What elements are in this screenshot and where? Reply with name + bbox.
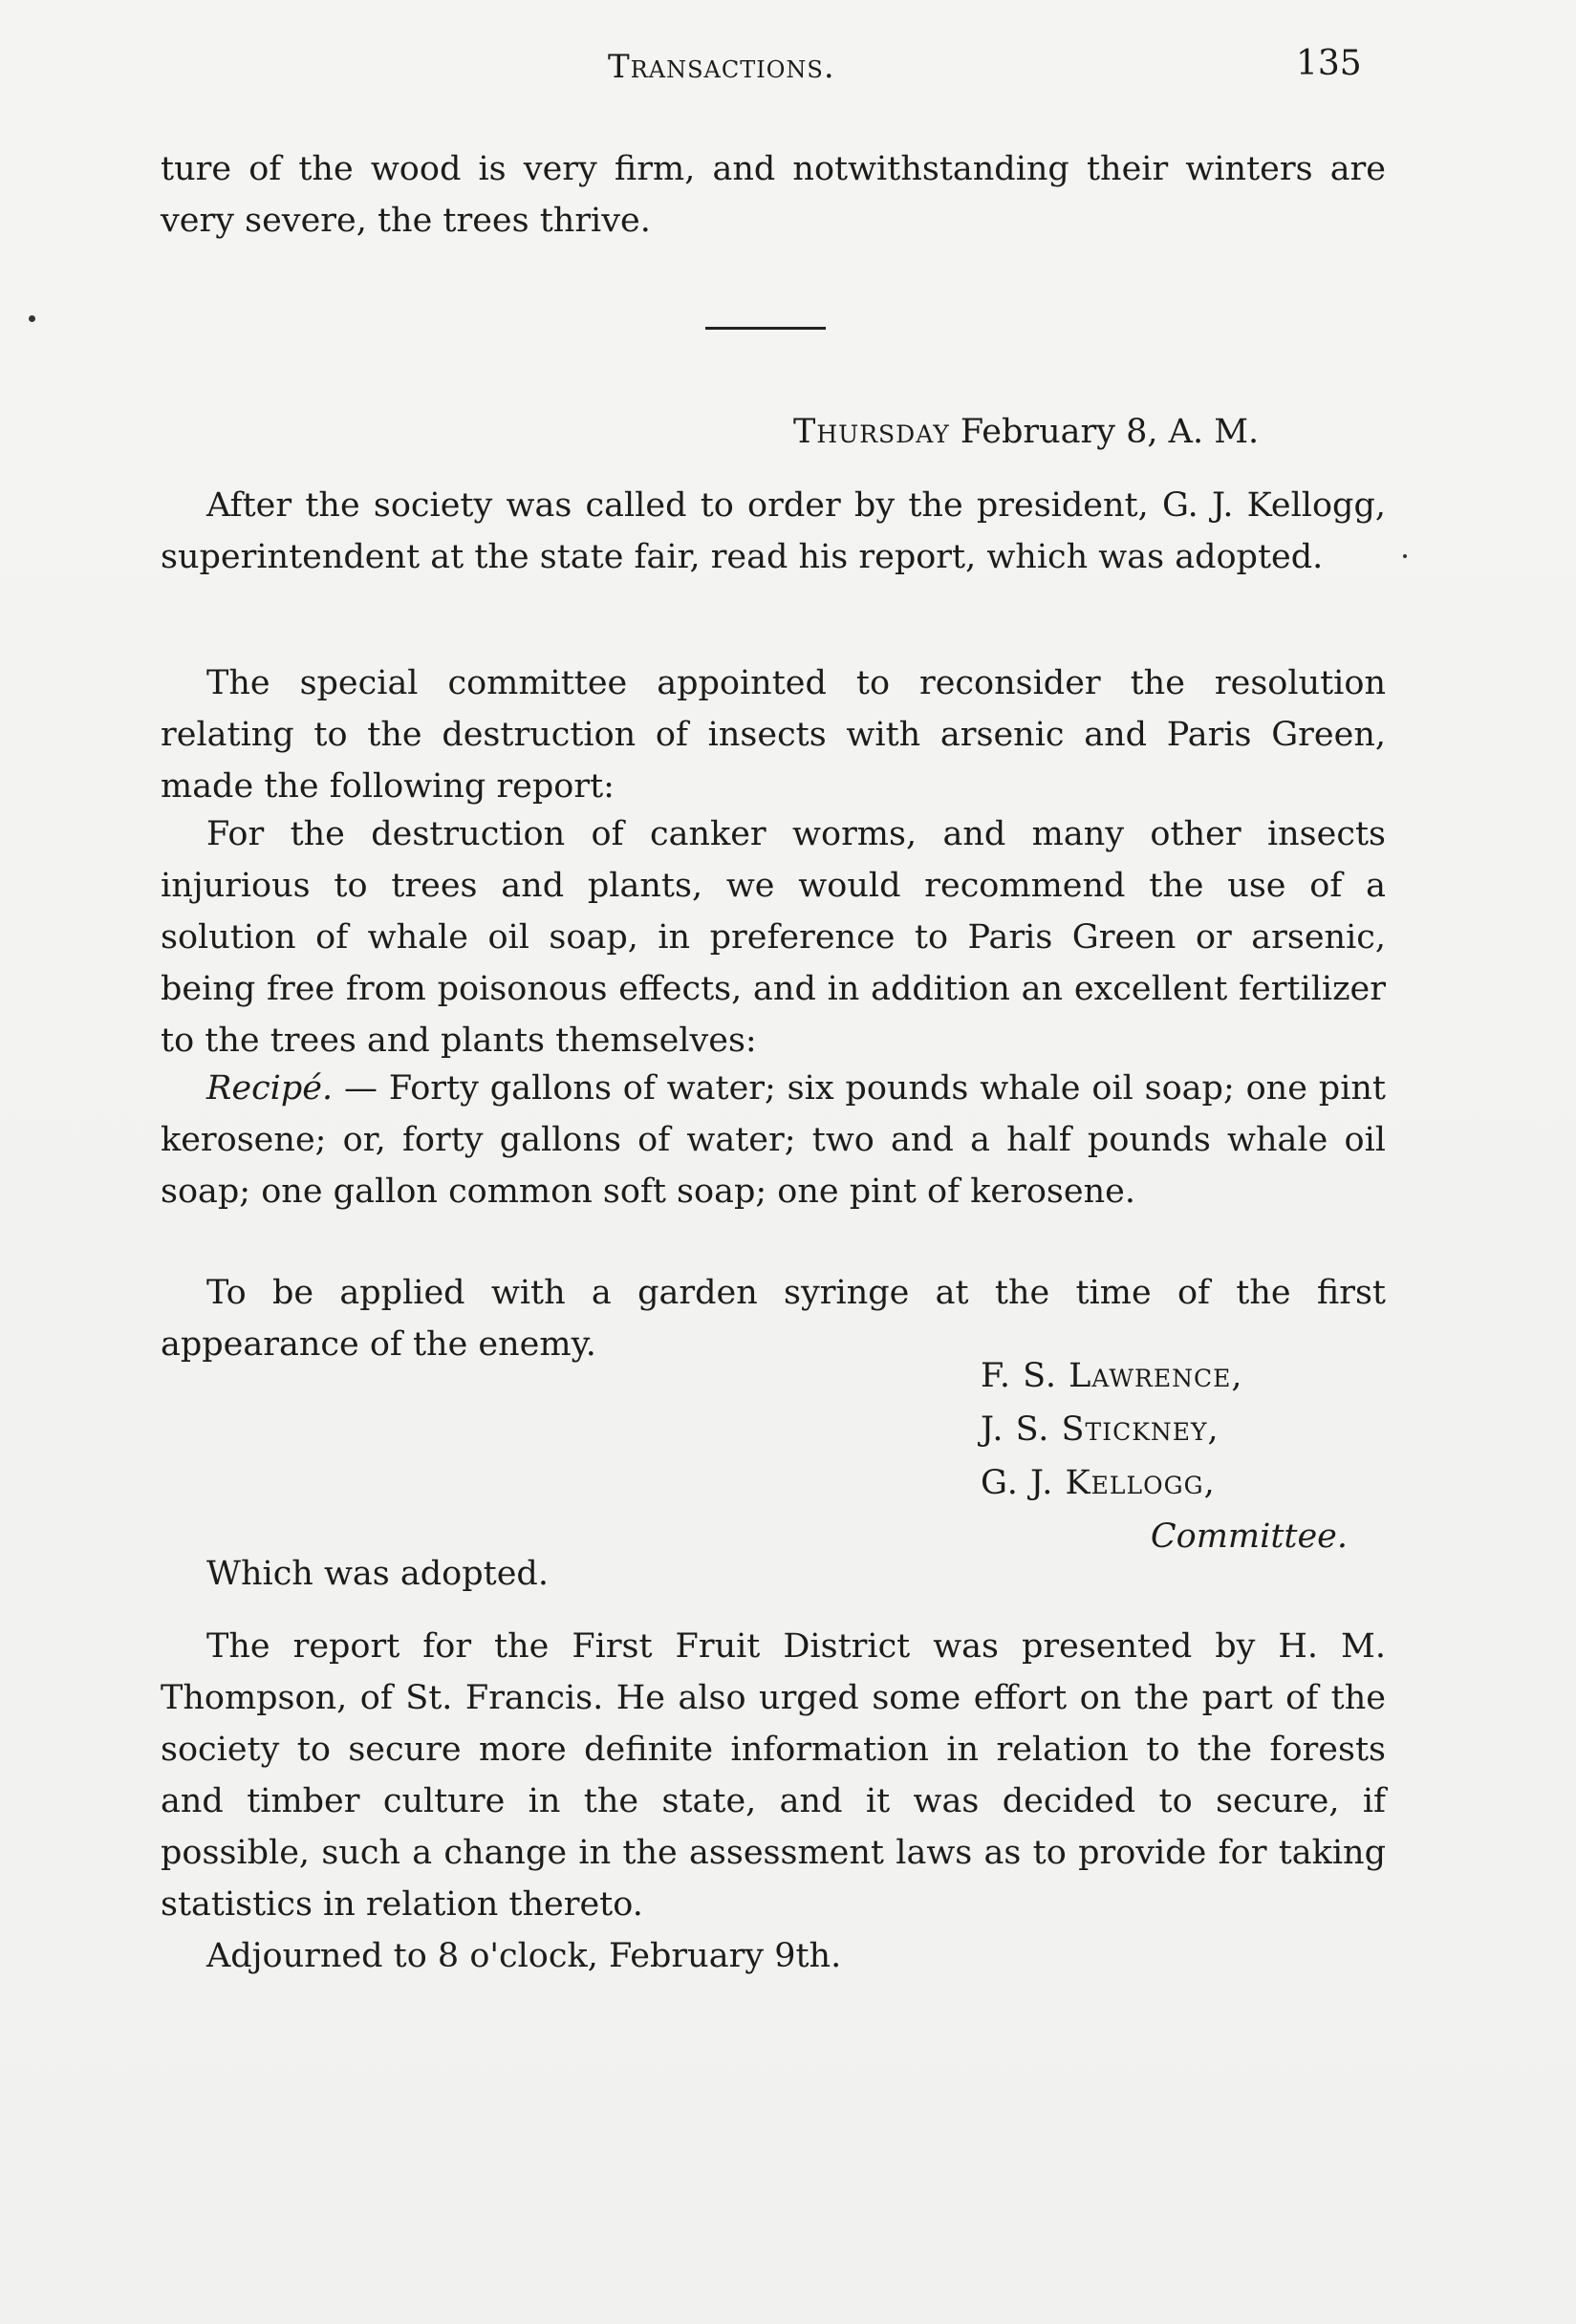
print-speck [29,315,35,322]
recipe-text: — Forty gallons of water; six pounds whale oil soap; one pint kerosene; or, forty gallons of water; two and a half pounds whale oil soap; one gallon common soft soap; one pint of kerosene. [161,1069,1386,1211]
paragraph-first-fruit-district [161,1621,1386,1930]
paragraph-text: The special committee appointed to reconsider the resolution relating to the destruction of insects with arsenic and Paris Green, made the following report: [161,664,1386,806]
paragraph-text: Which was adopted. [206,1555,549,1593]
paragraph-recipe [161,1063,1386,1217]
recipe-paragraph [161,1063,1386,1217]
page-number: 135 [1296,44,1362,83]
paragraph-text: The report for the First Fruit District was presented by H. M. Thompson, of St. Francis. He also urged some effort on the part of the society to secure more definite information in relation to the forests and timber culture in the state, and it was decided to secure, if possible, such a change in the assessment laws as to provide for taking statistics in relation thereto. [161,1627,1386,1924]
dateline-day: Thursday [793,413,950,451]
session-dateline [793,413,1259,451]
signature-name: J. S. Stickney, [981,1410,1220,1449]
running-head [0,38,1576,96]
paragraph-adjourned [161,1930,1386,1982]
signature-name: F. S. Lawrence, [981,1357,1243,1395]
paragraph-special-committee [161,657,1386,812]
paragraph-text: For the destruction of canker worms, and many other insects injurious to trees and plants, we would recommend the use of a solution of whale oil soap, in preference to Paris Green or arsenic, being free from poisonous effects, and in addition an excellent fertilizer to the trees and plants themselves: [161,815,1386,1060]
paragraph-text: To be applied with a garden syringe at the time of the first appearance of the enemy. [161,1274,1386,1364]
paragraph-president-report [161,480,1386,583]
running-title: Transactions. [608,48,835,86]
paragraph-canker-worms [161,808,1386,1066]
section-divider-rule [705,327,826,330]
recipe-label: Recipé. [206,1069,334,1108]
print-speck [1403,554,1407,558]
continuation-paragraph [161,143,1386,247]
signature-name: G. J. Kellogg, [981,1464,1216,1502]
paragraph-text: After the society was called to order by the president, G. J. Kellogg, superintendent at the state fair, read his report, which was adopted. [161,486,1386,576]
signature-role: Committee. [1150,1517,1348,1556]
paragraph-adopted [161,1548,1386,1600]
paragraph-text: Adjourned to 8 o'clock, February 9th. [206,1937,842,1975]
continuation-text: ture of the wood is very firm, and notwithstanding their winters are very severe, the trees thrive. [161,150,1386,240]
dateline-date: February 8, A. M. [960,413,1260,451]
committee-signatures [981,1349,1382,1563]
